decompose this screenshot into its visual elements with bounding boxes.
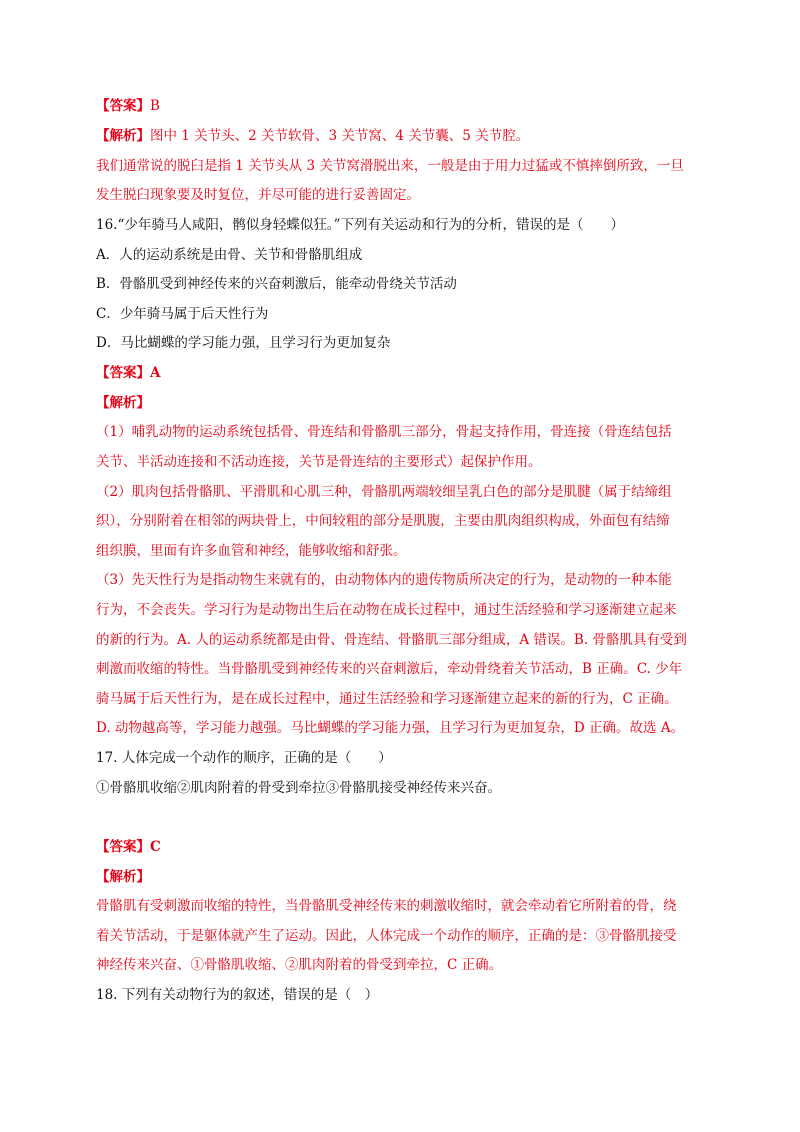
explanation-16-line-4: 织），分别附着在相邻的两块骨上，中间较粗的部分是肌腹，主要由肌肉组织构成，外面包有结缔 xyxy=(96,513,670,529)
question-17: 17. 人体完成一个动作的顺序，正确的是（ ） xyxy=(96,750,392,766)
explanation-16-line-7: 行为，不会丧失。学习行为是动物出生后在动物在成长过程中，通过生活经验和学习逐渐建立起来 xyxy=(96,602,677,618)
explanation-15-line-3: 发生脱臼现象要及时复位，并尽可能的进行妥善固定。 xyxy=(96,187,420,203)
explanation-text: 图中 1 关节头、2 关节软骨、3 关节窝、4 关节囊、5 关节腔。 xyxy=(150,128,530,144)
question-16-option-c: C．少年骑马属于后天性行为 xyxy=(96,306,269,322)
question-16-option-b: B．骨骼肌受到神经传来的兴奋刺激后，能牵动骨绕关节活动 xyxy=(96,276,457,292)
question-16-option-a: A．人的运动系统是由骨、关节和骨骼肌组成 xyxy=(96,247,363,263)
explanation-17-label: 【解析】 xyxy=(96,869,150,885)
question-16: 16.“少年骑马人咸阳，鹘似身轻蝶似狂。”下列有关运动和行为的分析，错误的是（ ） xyxy=(96,217,625,233)
explanation-16-line-10: 骑马属于后天性行为，是在成长过程中，通过生活经验和学习逐渐建立起来的新的行为，C 正确。 xyxy=(96,691,678,707)
explanation-16-label: 【解析】 xyxy=(96,395,150,411)
explanation-16-line-2: 关节、半活动连接和不活动连接，关节是骨连结的主要形式）起保护作用。 xyxy=(96,454,542,470)
question-18: 18. 下列有关动物行为的叙述，错误的是（ ） xyxy=(96,987,379,1003)
explanation-17-line-3: 神经传来兴奋、①骨骼肌收缩、②肌肉附着的骨受到牵拉，C 正确。 xyxy=(96,957,503,973)
explanation-16-line-11: D. 动物越高等，学习能力越强。马比蝴蝶的学习能力强，且学习行为更加复杂，D 正确。故选 A。 xyxy=(96,720,685,736)
explanation-label: 【解析】 xyxy=(96,128,150,144)
explanation-17-line-1: 骨骼肌有受刺激而收缩的特性，当骨骼肌受神经传来的刺激收缩时，就会牵动着它所附着的骨，绕 xyxy=(96,898,677,914)
answer-17: 【答案】C xyxy=(96,839,161,855)
explanation-15-line-2: 我们通常说的脱臼是指 1 关节头从 3 关节窝滑脱出来，一般是由于用力过猛或不慎摔倒所致，一旦 xyxy=(96,158,684,174)
explanation-16-line-9: 刺激而收缩的特性。当骨骼肌受到神经传来的兴奋刺激后，牵动骨绕着关节活动，B 正确。C. 少年 xyxy=(96,661,683,677)
explanation-16-line-8: 的新的行为。A. 人的运动系统都是由骨、骨连结、骨骼肌三部分组成，A 错误。B. 骨骼肌具有受到 xyxy=(96,632,687,648)
explanation-16-line-1: （1）哺乳动物的运动系统包括骨、骨连结和骨骼肌三部分，骨起支持作用，骨连接（骨连结包括 xyxy=(96,424,672,440)
answer-15 xyxy=(96,96,706,116)
answer-16: 【答案】A xyxy=(96,365,161,381)
explanation-16-line-6: （3）先天性行为是指动物生来就有的，由动物体内的遗传物质所决定的行为，是动物的一种本能 xyxy=(96,572,672,588)
question-17-stem: ①骨骼肌收缩②肌肉附着的骨受到牵拉③骨骼肌接受神经传来兴奋。 xyxy=(96,780,501,796)
explanation-17-line-2: 着关节活动，于是躯体就产生了运动。因此，人体完成一个动作的顺序，正确的是：③骨骼肌接受 xyxy=(96,928,677,944)
answer-value: B xyxy=(150,98,160,114)
answer-label: 【答案】 xyxy=(96,98,150,114)
explanation-16-line-3: （2）肌肉包括骨骼肌、平滑肌和心肌三种，骨骼肌两端较细呈乳白色的部分是肌腱（属于结缔组 xyxy=(96,484,672,500)
explanation-15-line-1 xyxy=(96,126,706,146)
question-16-option-d: D．马比蝴蝶的学习能力强，且学习行为更加复杂 xyxy=(96,335,391,351)
explanation-16-line-5: 组织膜，里面有许多血管和神经，能够收缩和舒张。 xyxy=(96,543,407,559)
